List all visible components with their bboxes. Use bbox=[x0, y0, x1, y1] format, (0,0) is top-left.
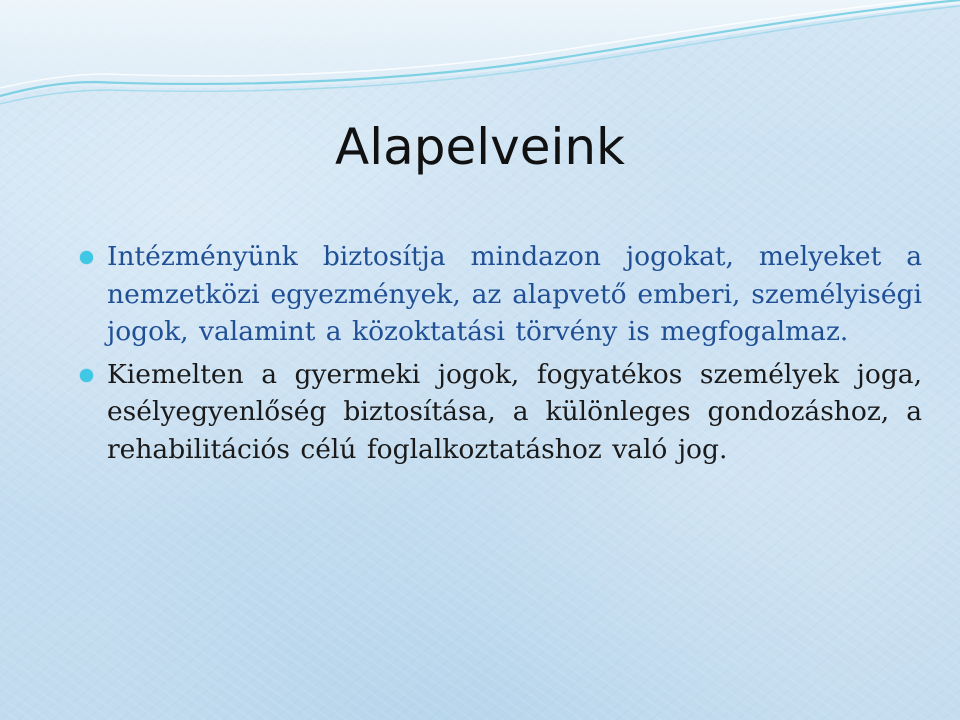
bullet-item-2 bbox=[80, 356, 922, 469]
bullet-dot-icon bbox=[80, 251, 93, 264]
slide-body bbox=[80, 238, 922, 468]
bullet-dot-icon bbox=[80, 369, 93, 382]
bullet-text-1: Intézményünk biztosítja mindazon jogokat, melyeket a nemzetközi egyezmények, az alapvető emberi, személyiségi jogok, valamint a közoktatási törvény is megfogalmaz. bbox=[107, 241, 922, 347]
bullet-item-1 bbox=[80, 238, 922, 351]
slide-title: Alapelveink bbox=[334, 118, 625, 176]
bullet-text-2: Kiemelten a gyermeki jogok, fogyatékos személyek joga, esélyegyenlőség biztosítása, a különleges gondozáshoz, a rehabilitációs célú foglalkoztatáshoz való jog. bbox=[107, 358, 922, 465]
top-wave-decoration bbox=[0, 0, 960, 110]
